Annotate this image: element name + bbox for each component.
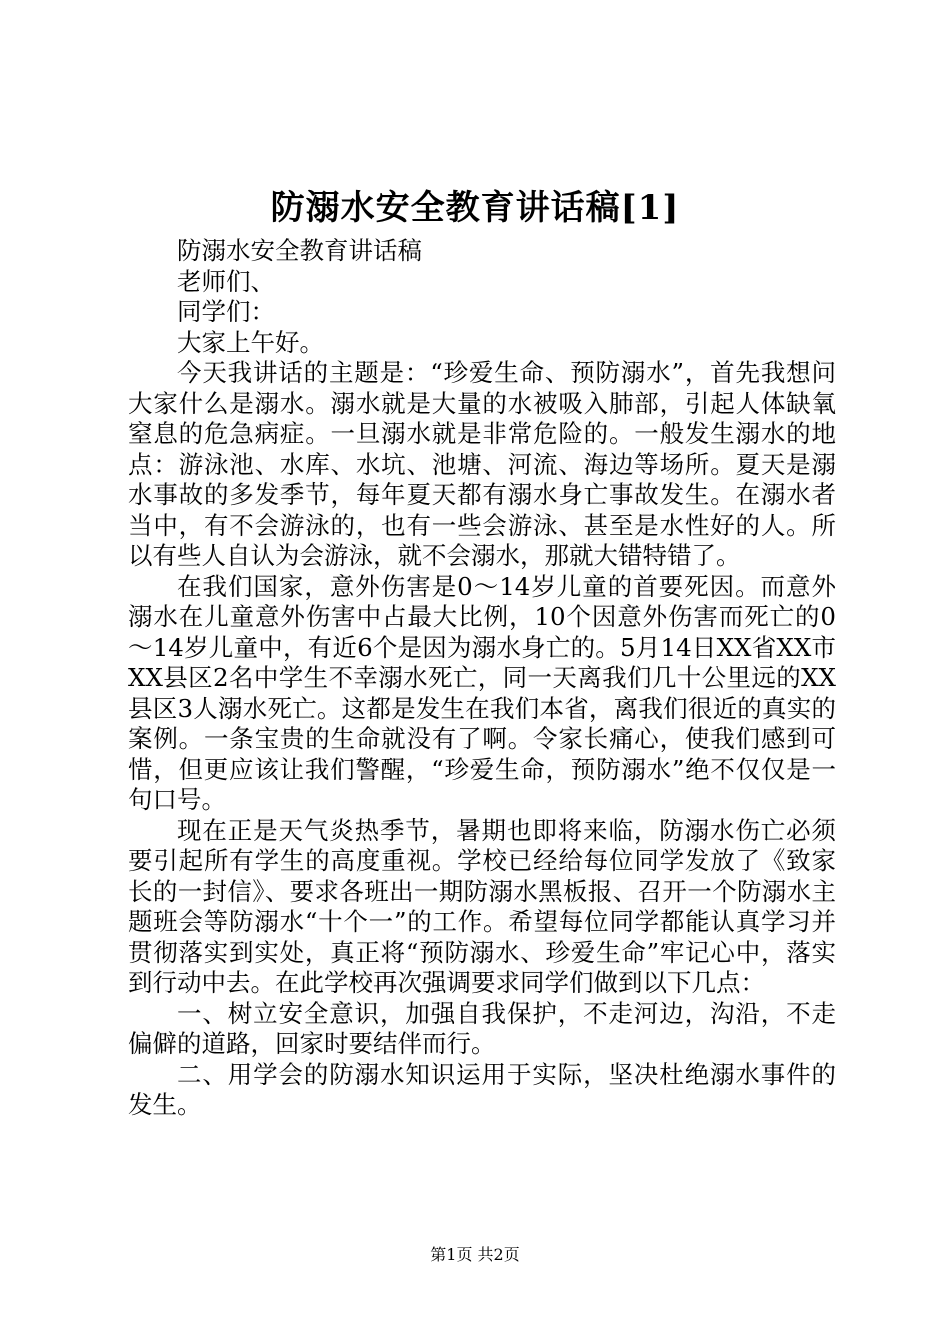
- paragraph-greeting: 大家上午好。: [177, 327, 324, 357]
- paragraph-school-measures: 现在正是天气炎热季节，暑期也即将来临，防溺水伤亡必须要引起所有学生的高度重视。学校已经给每位同学发放了《致家长的一封信》、要求各班出一期防溺水黑板报、召开一个防溺水主题班会等防溺水“十个一”的工作。希望每位同学都能认真学习并贯彻落实到实处，真正将“预防溺水、珍爱生命”牢记心中，落实到行动中去。在此学校再次强调要求同学们做到以下几点：: [128, 815, 836, 997]
- document-body: [128, 236, 836, 1121]
- paragraph-heading: 防溺水安全教育讲话稿: [177, 236, 422, 265]
- paragraph-point-one: 一、树立安全意识，加强自我保护，不走河边，沟沿，不走偏僻的道路，回家时要结伴而行。: [128, 998, 836, 1058]
- paragraph-topic: 今天我讲话的主题是：“珍爱生命、预防溺水”，首先我想问大家什么是溺水。溺水就是大量的水被吸入肺部，引起人体缺氧窒息的危急病症。一旦溺水就是非常危险的。一般发生溺水的地点：游泳池、水库、水坑、池塘、河流、海边等场所。夏天是溺水事故的多发季节，每年夏天都有溺水身亡事故发生。在溺水者当中，有不会游泳的，也有一些会游泳、甚至是水性好的人。所以有些人自认为会游泳，就不会溺水，那就大错特错了。: [128, 358, 836, 570]
- page-number-footer: 第1页 共2页: [430, 1245, 520, 1264]
- paragraph-salutation-students: 同学们：: [177, 297, 275, 326]
- paragraph-statistics: 在我们国家，意外伤害是0～14岁儿童的首要死因。而意外溺水在儿童意外伤害中占最大比例，10个因意外伤害而死亡的0～14岁儿童中，有近6个是因为溺水身亡的。5月14日XX省XX市XX县区2名中学生不幸溺水死亡，同一天离我们几十公里远的XX县区3人溺水死亡。这都是发生在我们本省，离我们很近的真实的案例。一条宝贵的生命就没有了啊。令家长痛心，使我们感到可惜，但更应该让我们警醒，“珍爱生命，预防溺水”绝不仅仅是一句口号。: [128, 571, 836, 814]
- paragraph-point-two: 二、用学会的防溺水知识运用于实际，坚决杜绝溺水事件的发生。: [128, 1059, 836, 1119]
- document-title: 防溺水安全教育讲话稿[1]: [270, 188, 680, 228]
- paragraph-salutation-teachers: 老师们、: [177, 266, 275, 296]
